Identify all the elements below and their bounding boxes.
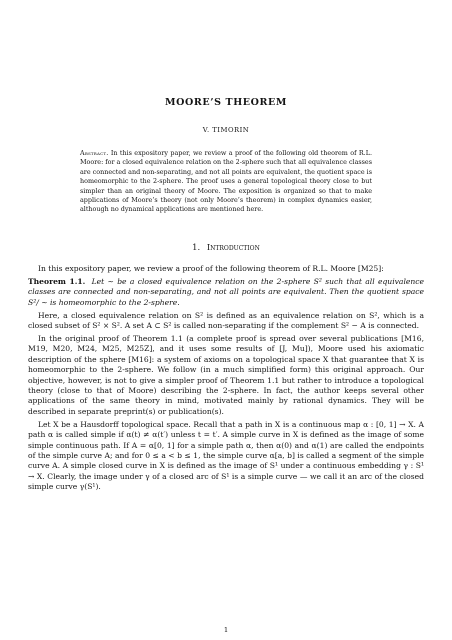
abstract-text: In this expository paper, we review a proof of the following old theorem of R.L. Moore: for a closed equivalence relation on the 2-sphere such that all equivalence classes are connected and non-separating, and not all points are equivalent, the quotient space is homeomorphic to the 2-sphere. The proof uses a general topological theory close to but simpler than an original theory of Moore. The exposition is organized so that to make applications of Moore’s theory (not only Moore’s theorem) in complex dynamics easier, although no dynamical applications are mentioned here. (80, 149, 372, 214)
section-heading (0, 242, 452, 252)
theorem-statement: Let ∼ be a closed equivalence relation on the 2-sphere S² such that all equivalence classes are connected and non-separating, and not all points are equivalent. Then the quotient space S²/ ∼ is homeomorphic to the 2-sphere. (28, 276, 425, 307)
section-number: 1. (192, 242, 201, 252)
theorem-label: Theorem 1.1. (28, 276, 86, 286)
paragraph-paths: Let X be a Hausdorff topological space. Recall that a path in X is a continuous map α : [0, 1] → X. A path α is called simple if α(t) ≠ α(t′) unless t = t′. A simple curve in X is defined as the image of some simple continuous path. If A = α[0, 1] for a simple path α, then α(0) and α(1) are called the endpoints of the simple curve A; and for 0 ≤ a < b ≤ 1, the simple curve α[a, b] is called a segment of the simple curve A. A simple closed curve in X is defined as the image of S¹ under a continuous embedding γ : S¹ → X. Clearly, the image under γ of a closed arc of S¹ is a simple curve — we call it an arc of the closed simple curve γ(S¹). (28, 419, 424, 492)
paragraph-intro: In this expository paper, we review a proof of the following theorem of R.L. Moore [M25]: (38, 264, 384, 273)
section-title: Introduction (206, 242, 260, 252)
body-text (28, 264, 424, 495)
abstract (80, 149, 372, 215)
paragraph-history: In the original proof of Theorem 1.1 (a complete proof is spread over several publications [M16, M19, M20, M24, M25, M25Z], and it uses some results of [J, Mu]), Moore used his axiomatic description of the sphere [M16]: a system of axioms on a topological space X that guarantee that X is homeomorphic to the 2-sphere. We follow (in a much simplified form) this original approach. Our objective, however, is not to give a simpler proof of Theorem 1.1 but rather to introduce a topological theory (close to that of Moore) describing the 2-sphere. In fact, the author keeps several other applications of the same theory in mind, motivated mainly by rational dynamics. They will be described in separate preprint(s) or publication(s). (28, 333, 424, 416)
theorem-block (28, 277, 424, 308)
paper-title: MOORE’S THEOREM (165, 97, 287, 108)
abstract-label: Abstract. (80, 149, 109, 157)
page-number: 1 (223, 626, 229, 634)
author-name: V. TIMORIN (202, 126, 250, 134)
paragraph-definitions: Here, a closed equivalence relation on S² is defined as an equivalence relation on S², which is a closed subset of S² × S². A set A ⊂ S² is called non-separating if the complement S² − A is connected. (28, 310, 424, 331)
